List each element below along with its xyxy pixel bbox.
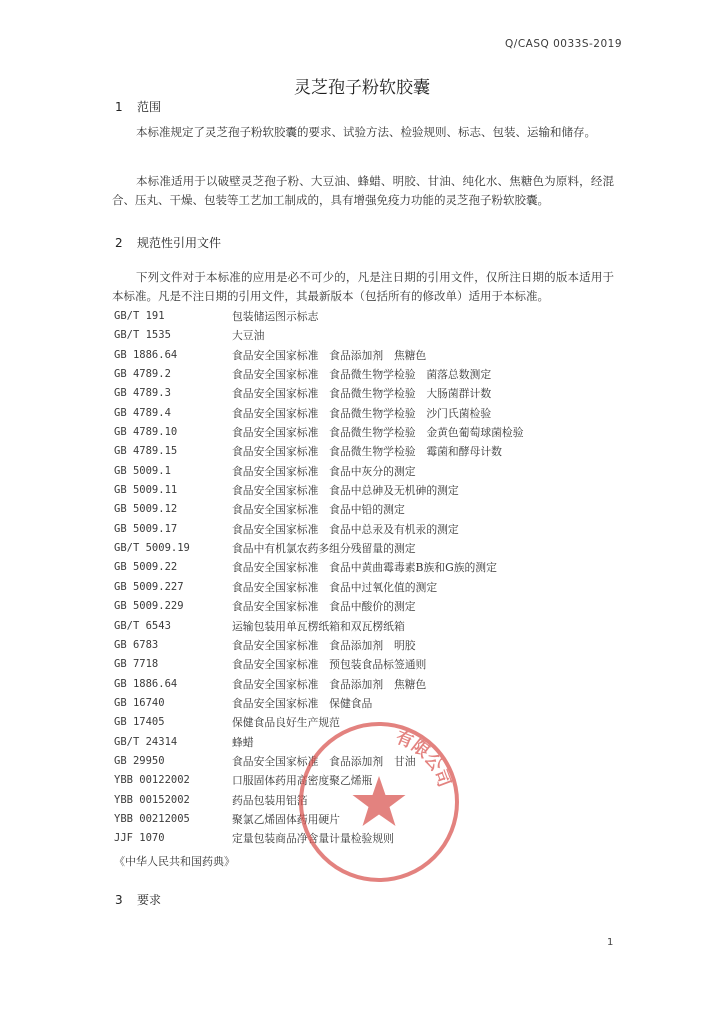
reference-code: GB/T 1535 [114, 329, 171, 342]
reference-code: GB 4789.10 [114, 426, 178, 439]
reference-title: 蜂蜡 [232, 735, 254, 749]
reference-item [114, 443, 614, 462]
scope-paragraph-1: 本标准规定了灵芝孢子粉软胶囊的要求、试验方法、检验规则、标志、包装、运输和储存。 [136, 125, 596, 139]
reference-code: GB 29950 [114, 754, 165, 767]
company-seal-stamp [295, 718, 463, 886]
seal-star [353, 776, 406, 826]
reference-item [114, 521, 614, 540]
reference-code: GB 1886.64 [114, 677, 178, 690]
reference-title: 食品安全国家标准 食品微生物学检验 沙门氏菌检验 [232, 406, 492, 420]
reference-title: 食品安全国家标准 食品微生物学检验 菌落总数测定 [232, 368, 492, 382]
reference-title: 口服固体药用高密度聚乙烯瓶 [232, 774, 373, 788]
reference-title: 大豆油 [232, 329, 265, 343]
section-number: 2 [115, 236, 123, 250]
seal-text: 有限公司 [392, 727, 455, 790]
reference-item [114, 405, 614, 424]
reference-title: 食品安全国家标准 预包装食品标签通则 [232, 658, 427, 672]
reference-title: 聚氯乙烯固体药用硬片 [232, 812, 340, 826]
reference-code: GB 5009.229 [114, 600, 184, 613]
reference-item [114, 637, 614, 656]
reference-code: GB 5009.12 [114, 503, 178, 516]
reference-code: GB 5009.11 [114, 484, 178, 497]
doc-title: 灵芝孢子粉软胶囊 [294, 78, 430, 98]
reference-item [114, 540, 614, 559]
reference-item [114, 598, 614, 617]
reference-title: 食品安全国家标准 食品中灰分的测定 [232, 464, 416, 478]
reference-code: GB 5009.22 [114, 561, 178, 574]
reference-title: 食品中有机氯农药多组分残留量的测定 [232, 542, 416, 556]
section-heading-scope [115, 98, 161, 115]
reference-code: GB 4789.15 [114, 445, 178, 458]
reference-item [114, 676, 614, 695]
reference-title: 食品安全国家标准 食品中总汞及有机汞的测定 [232, 522, 459, 536]
reference-title: 食品安全国家标准 食品中黄曲霉毒素B族和G族的测定 [232, 561, 497, 575]
reference-title: 包装储运图示标志 [232, 310, 319, 323]
reference-item [114, 501, 614, 520]
normative-references-intro: 下列文件对于本标准的应用是必不可少的，凡是注日期的引用文件，仅所注日期的版本适用于本标准。凡是不注日期的引用文件，其最新版本（包括所有的修改单）适用于本标准。 [112, 270, 614, 303]
reference-title: 药品包装用铝箔 [232, 793, 308, 807]
section-number: 3 [115, 893, 123, 907]
section-title: 范围 [137, 100, 162, 114]
reference-code: GB 4789.3 [114, 387, 171, 400]
pharmacopoeia-reference: 《中华人民共和国药典》 [114, 855, 235, 868]
reference-title: 运输包装用单瓦楞纸箱和双瓦楞纸箱 [232, 619, 405, 633]
reference-code: GB 6783 [114, 638, 159, 651]
reference-code: YBB 00122002 [114, 774, 190, 787]
reference-item [114, 347, 614, 366]
scope-paragraph-2: 本标准适用于以破壁灵芝孢子粉、大豆油、蜂蜡、明胶、甘油、纯化水、焦糖色为原料，经混合、压丸、干燥、包装等工艺加工制成的，具有增强免疫力功能的灵芝孢子粉软胶囊。 [112, 174, 614, 207]
reference-title: 定量包装商品净含量计量检验规则 [232, 832, 394, 846]
page-number: 1 [607, 937, 614, 948]
reference-item [114, 385, 614, 404]
reference-code: GB 16740 [114, 696, 165, 709]
reference-code: GB/T 24314 [114, 735, 178, 748]
reference-code: GB 17405 [114, 716, 165, 729]
reference-code: GB 4789.4 [114, 406, 171, 419]
reference-title: 食品安全国家标准 食品微生物学检验 大肠菌群计数 [232, 387, 492, 401]
reference-title: 食品安全国家标准 食品添加剂 焦糖色 [232, 348, 427, 362]
reference-title: 食品安全国家标准 食品中酸价的测定 [232, 600, 416, 614]
reference-item [114, 618, 614, 637]
reference-title: 食品安全国家标准 食品添加剂 焦糖色 [232, 677, 427, 691]
section-number: 1 [115, 100, 123, 114]
reference-item [114, 327, 614, 346]
section-title: 规范性引用文件 [137, 236, 222, 250]
doc-code: Q/CASQ 0033S-2019 [505, 38, 622, 50]
reference-code: GB 4789.2 [114, 368, 171, 381]
reference-title: 食品安全国家标准 食品中过氧化值的测定 [232, 580, 438, 594]
reference-code: GB 5009.17 [114, 522, 178, 535]
reference-item [114, 308, 614, 327]
section-heading-requirements [115, 891, 161, 908]
reference-item [114, 366, 614, 385]
reference-title: 食品安全国家标准 保健食品 [232, 696, 373, 710]
reference-code: JJF 1070 [114, 832, 165, 845]
reference-code: GB/T 191 [114, 310, 165, 322]
reference-code: GB 7718 [114, 658, 159, 671]
reference-title: 食品安全国家标准 食品微生物学检验 金黄色葡萄球菌检验 [232, 426, 524, 440]
reference-item [114, 656, 614, 675]
reference-title: 食品安全国家标准 食品微生物学检验 霉菌和酵母计数 [232, 445, 502, 459]
reference-title: 食品安全国家标准 食品添加剂 明胶 [232, 638, 416, 652]
reference-item [114, 463, 614, 482]
reference-code: GB/T 5009.19 [114, 542, 190, 555]
section-title: 要求 [137, 893, 162, 907]
reference-code: YBB 00152002 [114, 793, 190, 806]
reference-item [114, 482, 614, 501]
reference-code: GB 5009.1 [114, 464, 171, 477]
reference-code: GB 1886.64 [114, 348, 178, 361]
reference-title: 食品安全国家标准 食品中铅的测定 [232, 503, 405, 517]
reference-item [114, 424, 614, 443]
reference-code: GB/T 6543 [114, 619, 171, 632]
reference-title: 食品安全国家标准 食品中总砷及无机砷的测定 [232, 484, 459, 498]
reference-title: 保健食品良好生产规范 [232, 716, 340, 730]
reference-item [114, 695, 614, 714]
reference-code: YBB 00212005 [114, 812, 190, 825]
reference-item [114, 559, 614, 578]
reference-code: GB 5009.227 [114, 580, 184, 593]
reference-item [114, 579, 614, 598]
section-heading-normative-references [115, 234, 221, 251]
reference-title: 食品安全国家标准 食品添加剂 甘油 [232, 754, 416, 768]
